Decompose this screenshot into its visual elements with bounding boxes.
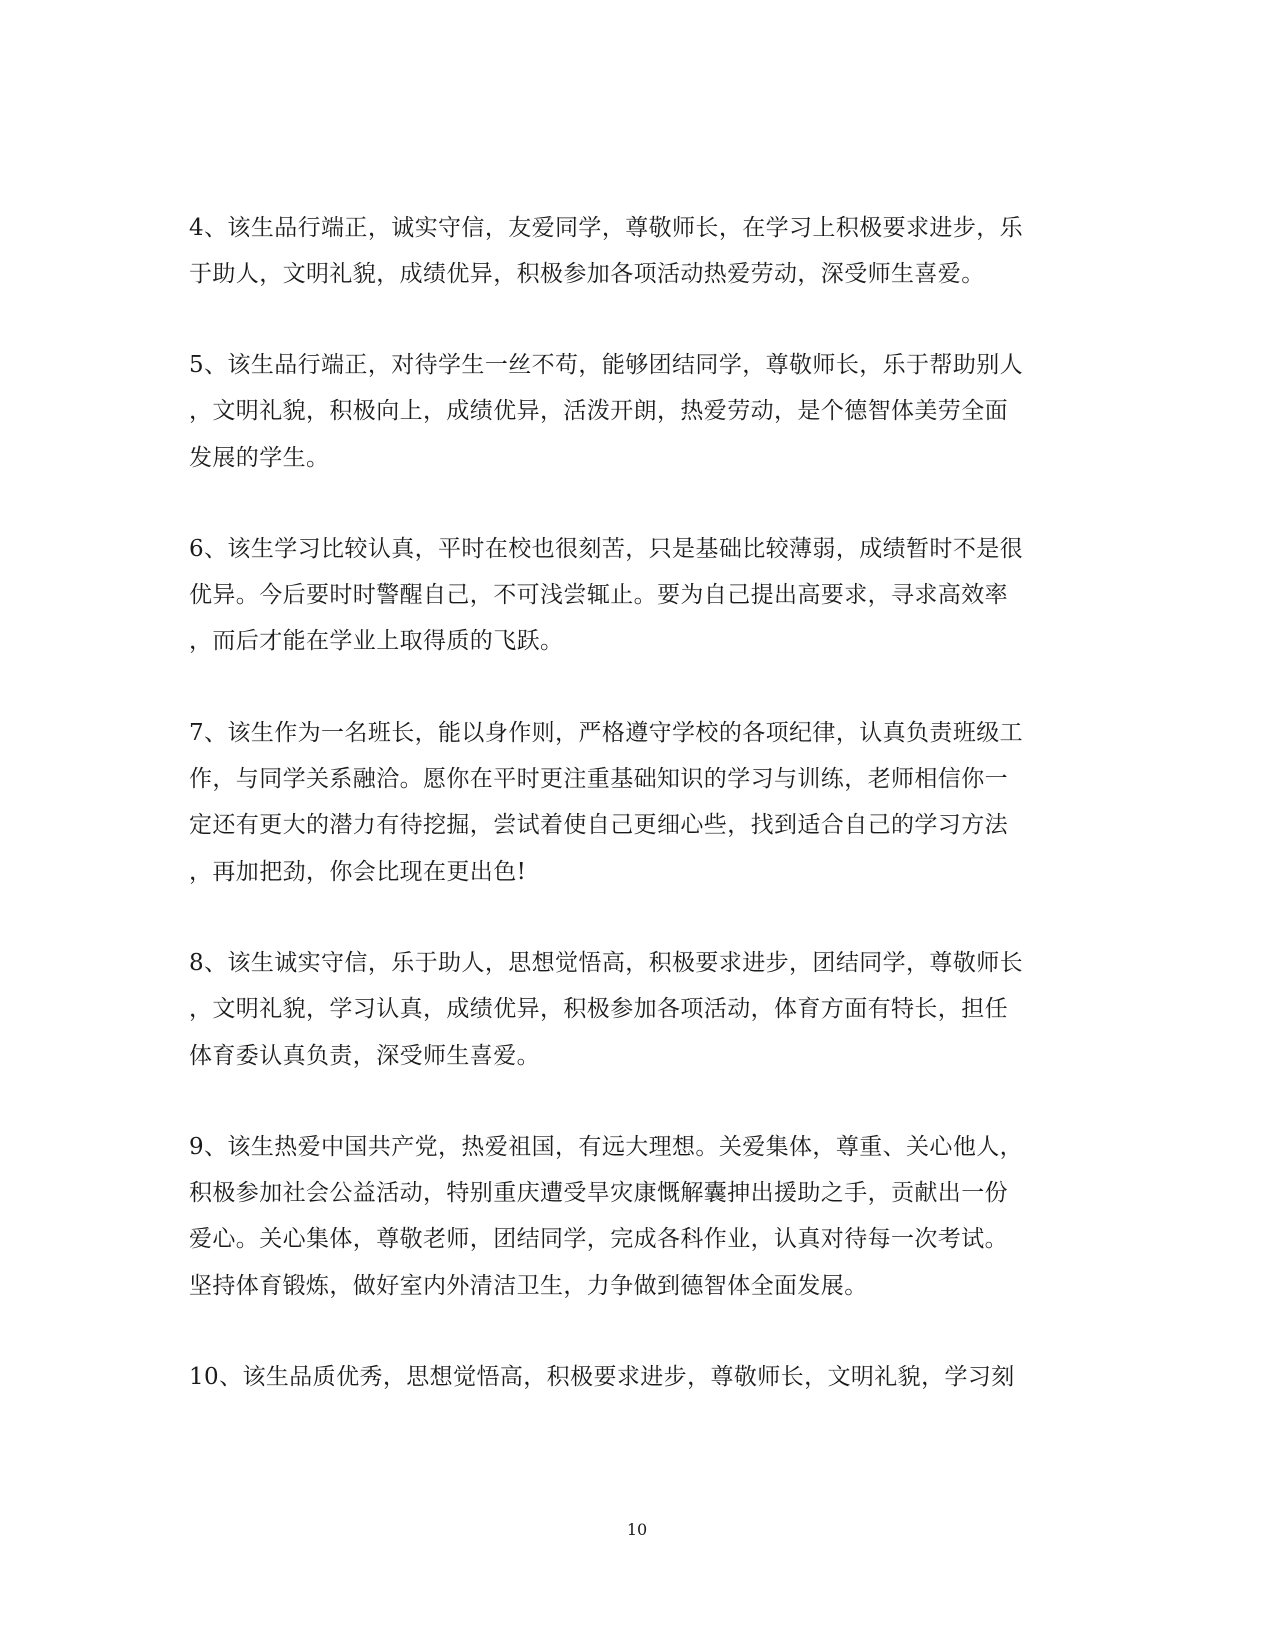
- text-line: ，文明礼貌，积极向上，成绩优异，活泼开朗，热爱劳动，是个德智体美劳全面: [189, 398, 1008, 424]
- text-line: 积极参加社会公益活动，特别重庆遭受旱灾康慨解囊抻出援助之手，贡献出一份: [189, 1180, 1008, 1206]
- text-line: 体育委认真负责，深受师生喜爱。: [189, 1043, 540, 1069]
- text-line: 8、该生诚实守信，乐于助人，思想觉悟高，积极要求进步，团结同学，尊敬师长: [189, 950, 1024, 976]
- text-line: ，再加把劲，你会比现在更出色!: [189, 859, 527, 885]
- text-line: 7、该生作为一名班长，能以身作则，严格遵守学校的各项纪律，认真负责班级工: [189, 720, 1024, 746]
- text-line: 9、该生热爱中国共产党，热爱祖国，有远大理想。关爱集体，尊重、关心他人，: [189, 1134, 1024, 1160]
- text-line: 5、该生品行端正，对待学生一丝不苟，能够团结同学，尊敬师长，乐于帮助别人: [189, 352, 1024, 378]
- text-line: ，而后才能在学业上取得质的飞跃。: [189, 628, 564, 654]
- text-line: 发展的学生。: [189, 445, 330, 471]
- text-line: 10、该生品质优秀，思想觉悟高，积极要求进步，尊敬师长，文明礼貌，学习刻: [189, 1364, 1015, 1390]
- text-line: 优异。今后要时时警醒自己，不可浅尝辄止。要为自己提出高要求，寻求高效率: [189, 582, 1008, 608]
- text-line: 爱心。关心集体，尊敬老师，团结同学，完成各科作业，认真对待每一次考试。: [189, 1226, 1008, 1252]
- text-line: 4、该生品行端正，诚实守信，友爱同学，尊敬师长，在学习上积极要求进步，乐: [189, 215, 1024, 241]
- text-line: 作，与同学关系融洽。愿你在平时更注重基础知识的学习与训练，老师相信你一: [189, 766, 1008, 792]
- text-line: 坚持体育锻炼，做好室内外清洁卫生，力争做到德智体全面发展。: [189, 1273, 868, 1299]
- page-number: 10: [626, 1520, 648, 1539]
- text-line: ，文明礼貌，学习认真，成绩优异，积极参加各项活动，体育方面有特长，担任: [189, 996, 1008, 1022]
- text-line: 6、该生学习比较认真，平时在校也很刻苦，只是基础比较薄弱，成绩暂时不是很: [189, 536, 1024, 562]
- text-line: 于助人，文明礼貌，成绩优异，积极参加各项活动热爱劳动，深受师生喜爱。: [189, 261, 985, 287]
- text-line: 定还有更大的潜力有待挖掘，尝试着使自己更细心些，找到适合自己的学习方法: [189, 812, 1008, 838]
